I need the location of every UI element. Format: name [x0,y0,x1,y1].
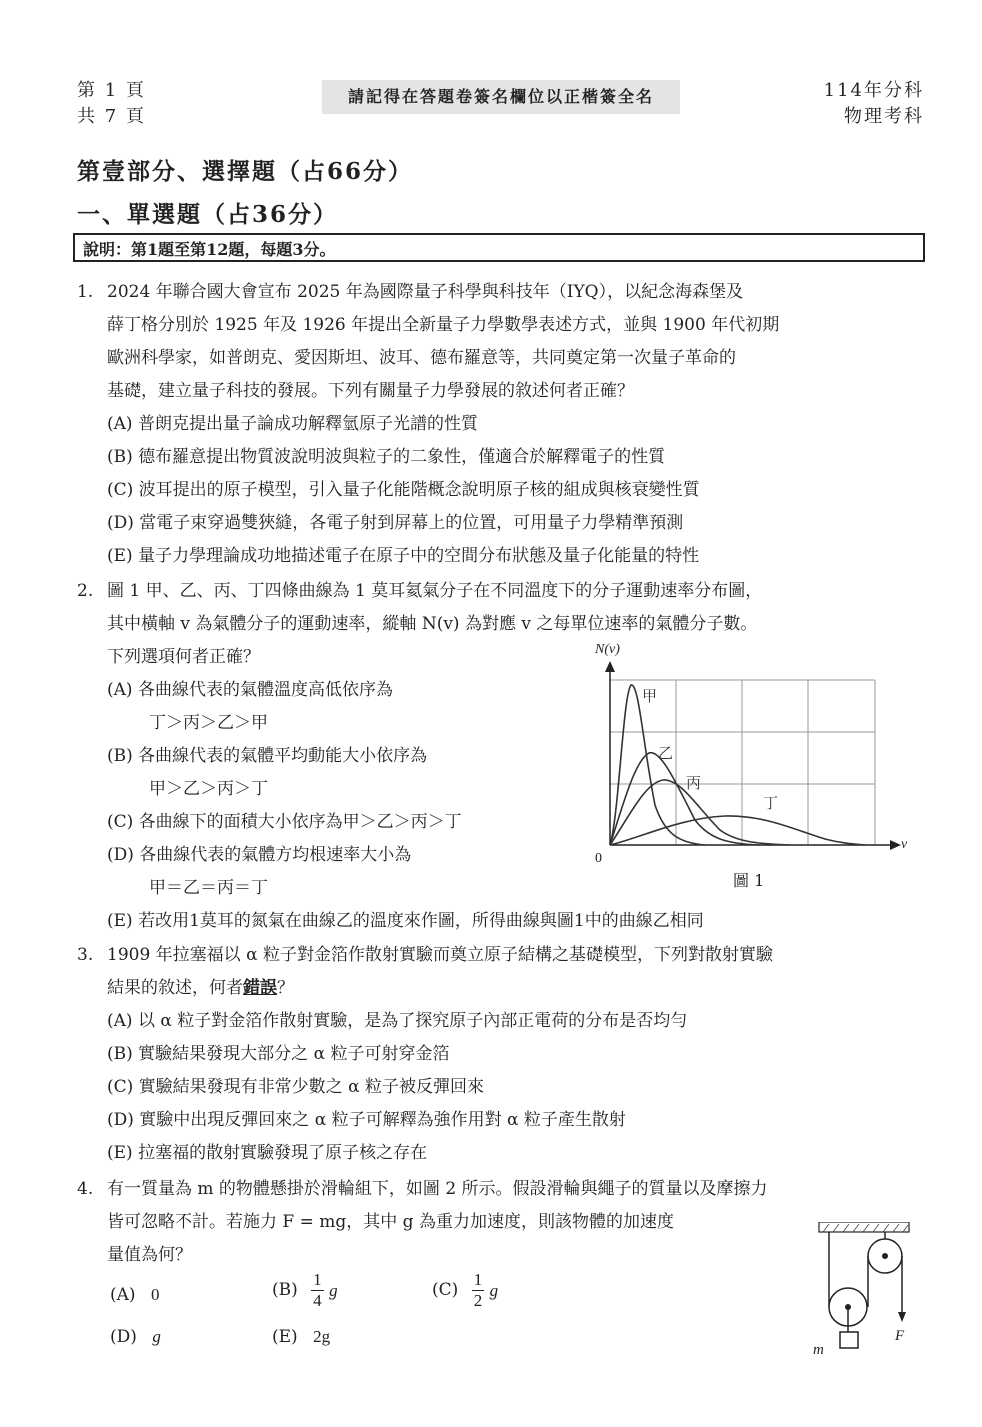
option-value: g [152,1327,161,1346]
option-label: (C) [432,1280,459,1300]
stem-line: 量值為何？ [107,1245,192,1265]
option-d [110,1320,161,1354]
curve-yi [610,753,760,845]
option-c: (C) 各曲線下的面積大小依序為甲＞乙＞丙＞丁 [107,812,462,832]
g-symbol: g [489,1281,499,1300]
option-d-cont: 甲＝乙＝丙＝丁 [149,878,268,898]
g-symbol: g [329,1281,338,1300]
numerator: 1 [473,1270,483,1289]
figure-1-speed-distribution [585,635,925,897]
option-d: (D) 各曲線代表的氣體方均根速率大小為 [107,845,412,865]
curve-label-bing: 丙 [686,774,702,792]
option-b-cont: 甲＞乙＞丙＞丁 [149,779,268,799]
stem-line: 基礎，建立量子科技的發展。下列有關量子力學發展的敘述何者正確？ [107,381,634,401]
option-d: (D) 當電子束穿過雙狹縫，各電子射到屏幕上的位置，可用量子力學精準預測 [107,513,684,533]
option-e [272,1320,330,1354]
option-e: (E) 若改用1莫耳的氮氣在曲線乙的溫度來作圖，所得曲線與圖1中的曲線乙相同 [107,911,704,931]
stem-line: 其中橫軸 v 為氣體分子的運動速率，縱軸 N(v) 為對應 v 之每單位速率的氣體分子數。 [107,614,758,634]
exam-name [824,78,924,130]
fixed-pulley-axle [882,1253,888,1259]
stem-line [107,972,937,1005]
option-a: (A) 以 α 粒子對金箔作散射實驗，是為了探究原子內部正電荷的分布是否均勻 [107,1011,688,1031]
stem-line: 皆可忽略不計。若施力 F = mg，其中 g 為重力加速度，則該物體的加速度 [107,1212,674,1232]
option-value: 2g [313,1327,331,1346]
mass-label: m [813,1342,824,1358]
emphasis-wrong: 錯誤 [243,978,277,998]
option-a: (A) 普朗克提出量子論成功解釋氫原子光譜的性質 [107,414,478,434]
part-title: 第壹部分、選擇題（占66分） [77,158,414,185]
option-label: (A) [110,1285,136,1305]
exam-line-2: 物理考科 [844,106,924,127]
stem-text: 結果的敘述，何者 [107,978,243,998]
question-number: 2. [77,581,94,601]
option-b: (B) 各曲線代表的氣體平均動能大小依序為 [107,746,428,766]
option-label: (B) [272,1280,298,1300]
page-line-2: 共 7 頁 [77,106,146,127]
fraction [311,1270,324,1311]
question-number: 3. [77,945,94,965]
question-stem [107,939,937,1170]
option-c: (C) 實驗結果發現有非常少數之 α 粒子被反彈回來 [107,1077,484,1097]
denominator: 4 [313,1291,322,1310]
curve-ding [610,816,865,845]
stem-line: 下列選項何者正確？ [107,647,260,667]
exam-line-1: 114年分科 [823,80,924,101]
y-axis-label: N(v) [595,642,620,657]
figure-caption: 圖 1 [733,871,765,890]
page-line-1: 第 1 頁 [77,80,146,101]
stem-line: 2024 年聯合國大會宣布 2025 年為國際量子科學與科技年（IYQ），以紀念海森堡及 [107,282,744,302]
option-b: (B) 德布羅意提出物質波說明波與粒子的二象性，僅適合於解釋電子的性質 [107,447,666,467]
question-number: 1. [77,282,94,302]
signature-notice: 請記得在答題卷簽名欄位以正楷簽全名 [322,80,680,114]
numerator: 1 [313,1270,322,1289]
option-c: (C) 波耳提出的原子模型，引入量子化能階概念說明原子核的組成與核衰變性質 [107,480,700,500]
fraction [472,1270,485,1311]
option-b [272,1270,338,1311]
denominator: 2 [473,1291,483,1310]
figure-2-pulley [805,1222,925,1362]
stem-text: ？ [277,978,294,998]
stem-line: 圖 1 甲、乙、丙、丁四條曲線為 1 莫耳氦氣分子在不同溫度下的分子運動速率分布圖， [107,581,763,601]
curve-label-jia: 甲 [642,687,658,705]
y-axis-arrow [605,661,615,672]
mass-block [840,1332,858,1348]
option-label: (D) [110,1327,137,1347]
option-value: 0 [150,1285,160,1304]
question-number: 4. [77,1179,94,1199]
curve-label-yi: 乙 [658,744,674,762]
x-axis-label: v [901,837,908,852]
option-b: (B) 實驗結果發現大部分之 α 粒子可射穿金箔 [107,1044,450,1064]
force-arrow [898,1312,906,1322]
option-e: (E) 拉塞福的散射實驗發現了原子核之存在 [107,1143,428,1163]
curves [610,685,865,845]
option-e: (E) 量子力學理論成功地描述電子在原子中的空間分布狀態及量子化能量的特性 [107,546,700,566]
section-title: 一、單選題（占36分） [77,201,339,228]
stem-line: 歐洲科學家，如普朗克、愛因斯坦、波耳、德布羅意等，共同奠定第一次量子革命的 [107,348,736,368]
page-number [77,78,146,130]
stem-line: 薛丁格分別於 1925 年及 1926 年提出全新量子力學數學表述方式，並與 1900 年代初期 [107,315,780,335]
stem-line: 1909 年拉塞福以 α 粒子對金箔作散射實驗而奠立原子結構之基礎模型，下列對散射實驗 [107,945,773,965]
instruction-box: 說明：第1題至第12題，每題3分。 [73,233,925,262]
origin-label: 0 [595,851,602,866]
option-a-cont: 丁＞丙＞乙＞甲 [149,713,268,733]
option-a: (A) 各曲線代表的氣體溫度高低依序為 [107,680,393,700]
option-d: (D) 實驗中出現反彈回來之 α 粒子可解釋為強作用對 α 粒子產生散射 [107,1110,626,1130]
question-stem [107,276,937,573]
stem-line: 有一質量為 m 的物體懸掛於滑輪組下，如圖 2 所示。假設滑輪與繩子的質量以及摩擦力 [107,1179,768,1199]
force-label: F [895,1328,905,1344]
x-axis-arrow [890,840,901,850]
option-c [432,1270,498,1311]
option-a [110,1278,159,1312]
curve-label-ding: 丁 [763,794,779,812]
option-label: (E) [272,1327,298,1347]
